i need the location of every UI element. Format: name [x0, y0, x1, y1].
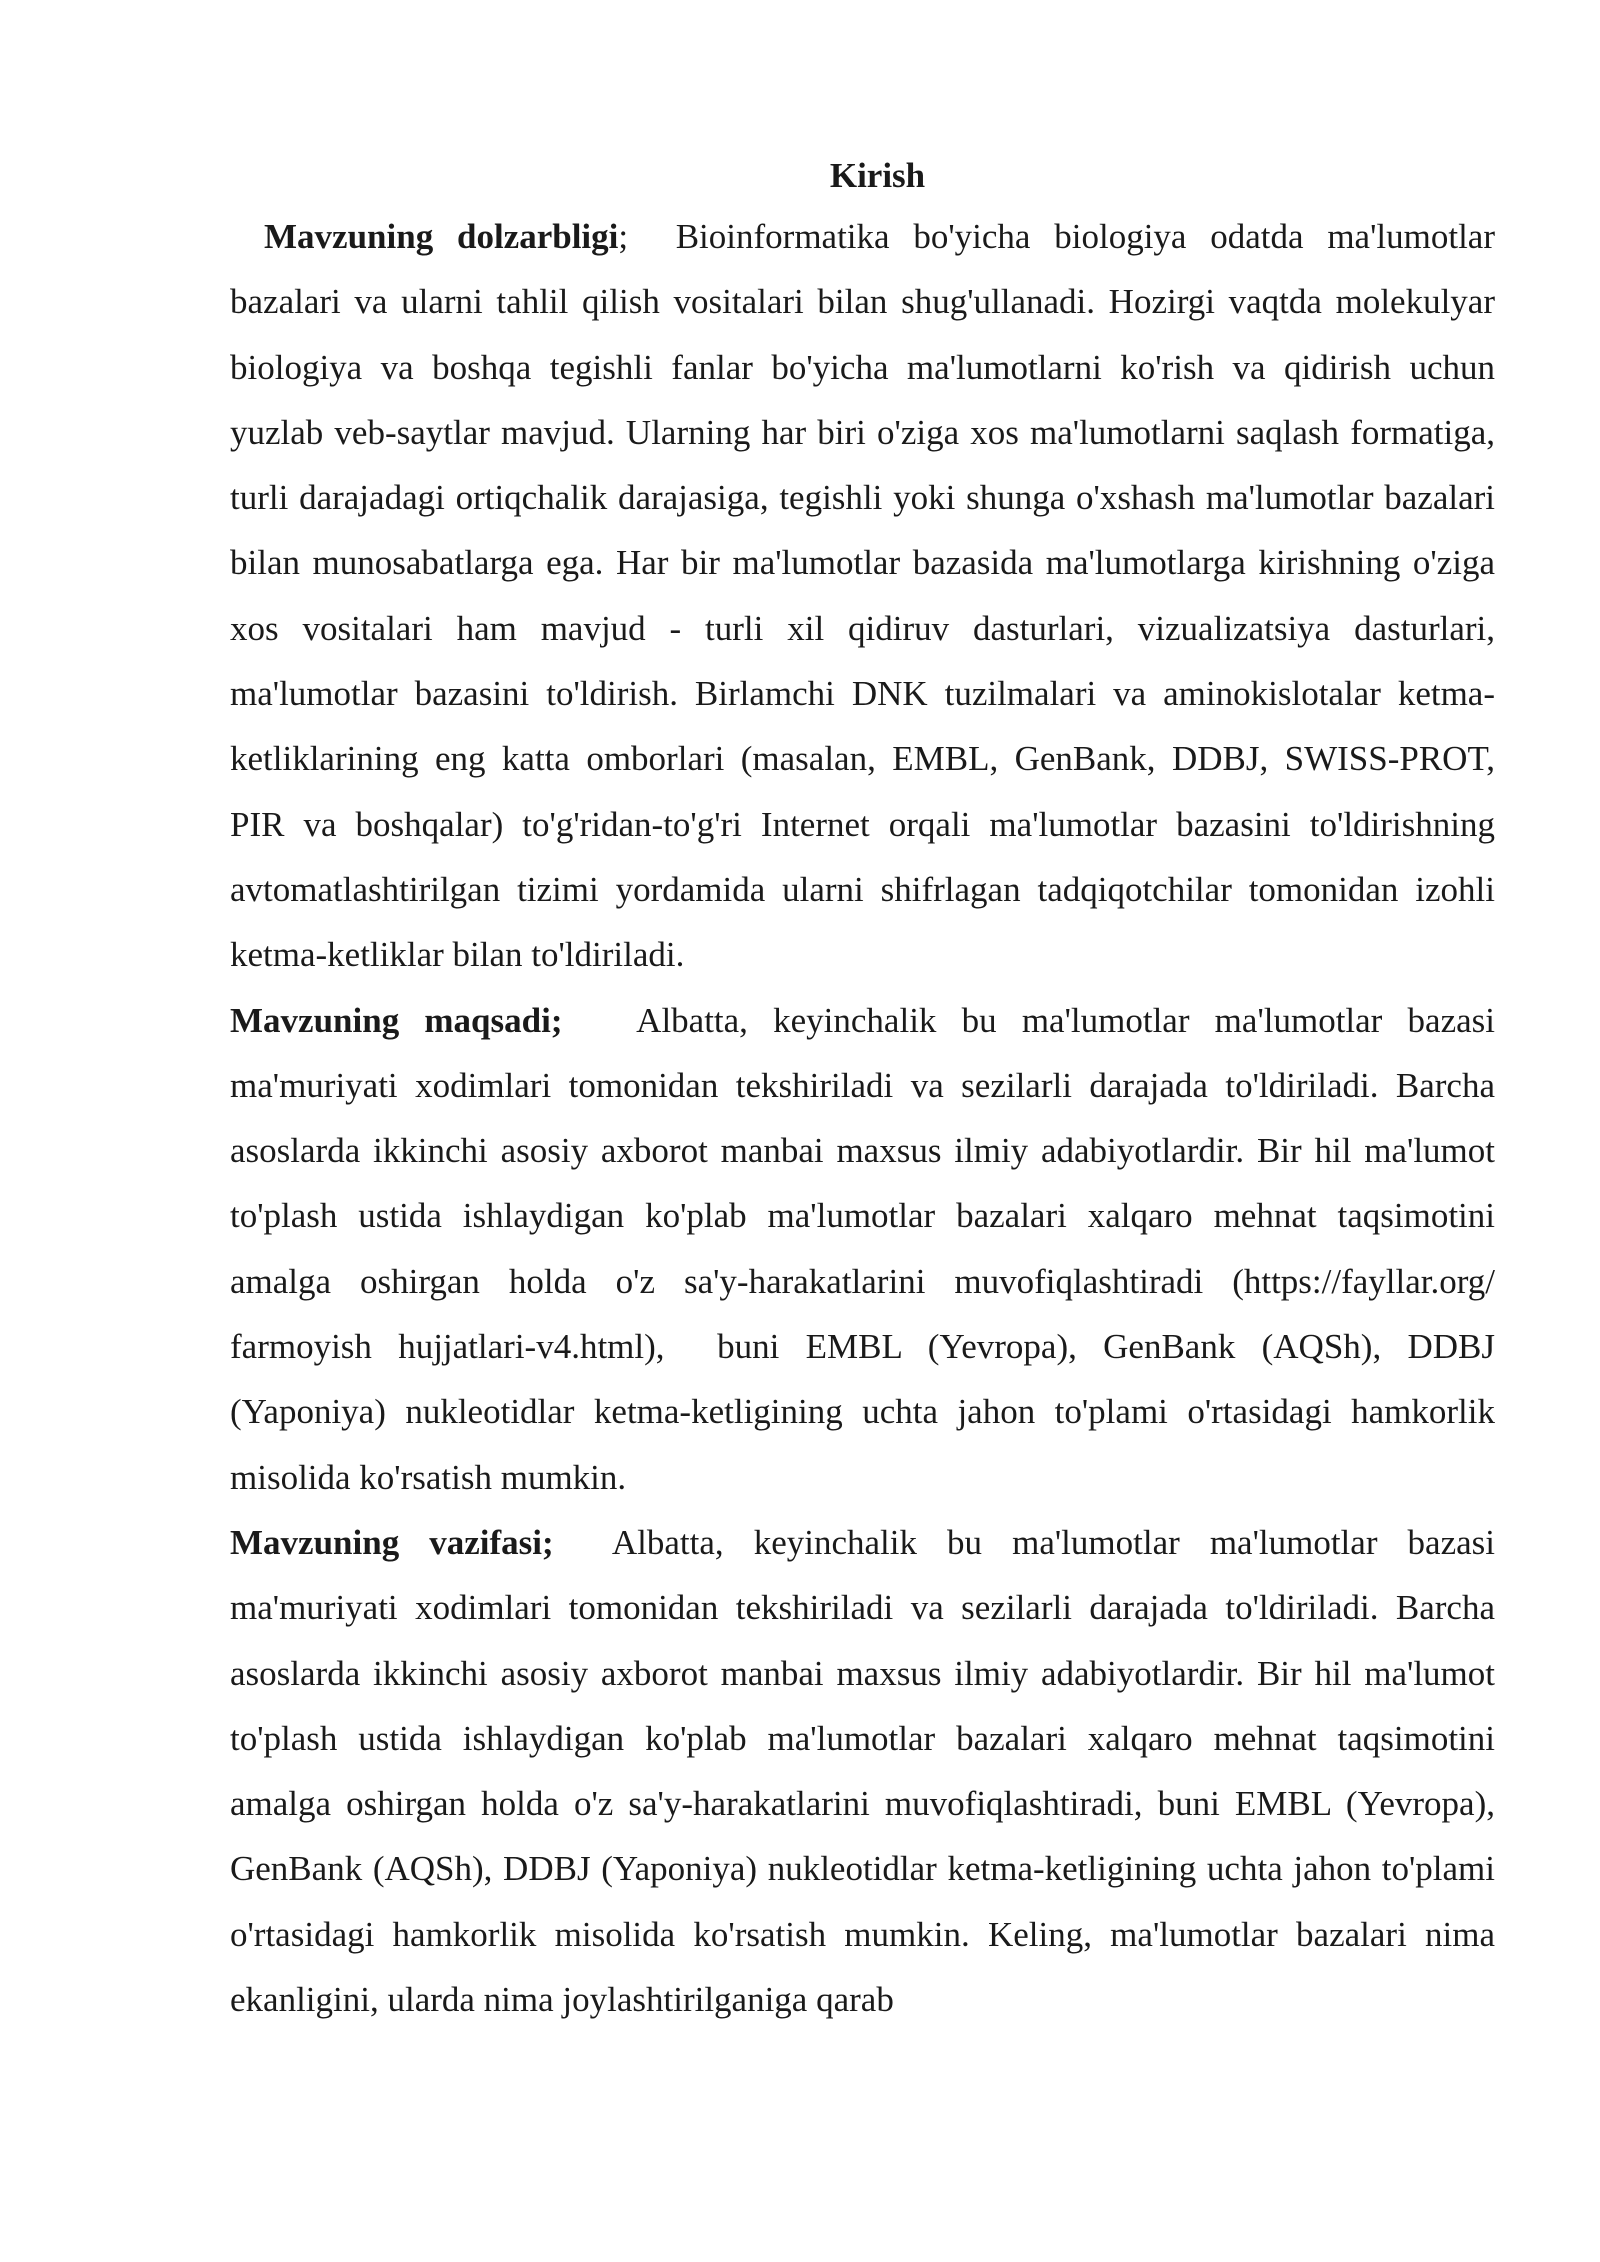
document-body	[230, 148, 1504, 2032]
paragraph-task	[230, 1510, 1504, 2032]
paragraph-goal	[230, 988, 1504, 1510]
section-label-task: Mavzuning vazifasi;	[230, 1522, 554, 1562]
section-separator-relevance: ;	[618, 217, 629, 256]
section-text-task: Albatta, keyinchalik bu ma'lumotlar ma'lumotlar bazasi ma'muriyati xodimlari tomonidan tekshiriladi va sezilarli darajada to'ldiriladi. Barcha asoslarda ikkinchi asosiy axborot manbai maxsus ilmiy adabiyotlardir. Bir hil ma'lumot to'plash ustida ishlaydigan ko'plab ma'lumotlar bazalari xalqaro mehnat taqsimotini amalga oshirgan holda o'z sa'y-harakatlarini muvofiqlashtiradi, buni EMBL (Yevropa), GenBank (AQSh), DDBJ (Yaponiya) nukleotidlar ketma-ketligining uchta jahon to'plami o'rtasidagi hamkorlik misolida ko'rsatish mumkin. Keling, ma'lumotlar bazalari nima ekanligini, ularda nima joylashtirilganiga qarab	[230, 1522, 1504, 2020]
section-label-goal: Mavzuning maqsadi;	[230, 1000, 563, 1040]
page-title: Kirish	[829, 156, 926, 195]
section-text-goal: Albatta, keyinchalik bu ma'lumotlar ma'lumotlar bazasi ma'muriyati xodimlari tomonidan tekshiriladi va sezilarli darajada to'ldiriladi. Barcha asoslarda ikkinchi asosiy axborot manbai maxsus ilmiy adabiyotlardir. Bir hil ma'lumot to'plash ustida ishlaydigan ko'plab ma'lumotlar bazalari xalqaro mehnat taqsimotini amalga oshirgan holda o'z sa'y-harakatlarini muvofiqlashtiradi (https://fayllar.org/ farmoyish hujjatlari-v4.html), buni EMBL (Yevropa), GenBank (AQSh), DDBJ (Yaponiya) nukleotidlar ketma-ketligining uchta jahon to'plami o'rtasidagi hamkorlik misolida ko'rsatish mumkin.	[230, 1000, 1504, 1497]
section-text-relevance: Bioinformatika bo'yicha biologiya odatda ma'lumotlar bazalari va ularni tahlil qilish vositalari bilan shug'ullanadi. Hozirgi vaqtda molekulyar biologiya va boshqa tegishli fanlar bo'yicha ma'lumotlarni ko'rish va qidirish uchun yuzlab veb-saytlar mavjud. Ularning har biri o'ziga xos ma'lumotlarni saqlash formatiga, turli darajadagi ortiqchalik darajasiga, tegishli yoki shunga o'xshash ma'lumotlar bazalari bilan munosabatlarga ega. Har bir ma'lumotlar bazasida ma'lumotlarga kirishning o'ziga xos vositalari ham mavjud - turli xil qidiruv dasturlari, vizualizatsiya dasturlari, ma'lumotlar bazasini to'ldirish. Birlamchi DNK tuzilmalari va aminokislotalar ketma-ketliklarining eng katta omborlari (masalan, EMBL, GenBank, DDBJ, SWISS-PROT, PIR va boshqalar) to'g'ridan-to'g'ri Internet orqali ma'lumotlar bazasini to'ldirishning avtomatlashtirilgan tizimi yordamida ularni shifrlagan tadqiqotchilar tomonidan izohli ketma-ketliklar bilan to'ldiriladi.	[230, 217, 1504, 975]
section-label-relevance: Mavzuning dolzarbligi	[264, 217, 619, 256]
paragraph-relevance	[230, 204, 1504, 988]
